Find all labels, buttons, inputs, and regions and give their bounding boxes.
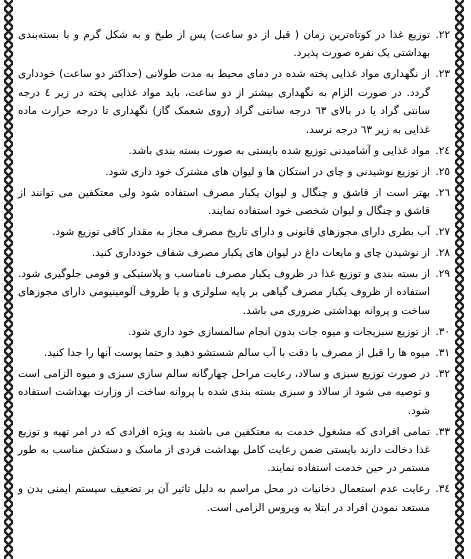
rule-item-28 [18, 244, 450, 262]
rule-item-33 [18, 423, 450, 478]
rule-number: ۳۲. [435, 367, 450, 380]
rule-text: توزیع غذا در کوتاه‌ترین زمان ( قبل از دو ساعت) پس از طبخ و به شکل گرم و با بسته‌بندی بهداشتی یک نفره صورت پذیرد. [18, 29, 430, 60]
rule-item-26 [18, 184, 450, 221]
rule-item-32 [18, 365, 450, 420]
rule-item-31 [18, 344, 450, 362]
rule-number: ۳۳. [435, 425, 450, 438]
rule-item-25 [18, 163, 450, 181]
rule-item-22 [18, 26, 450, 63]
rule-text: از نوشیدن چای و مایعات داغ در لیوان های یکبار مصرف شفاف خودداری کنید. [91, 247, 430, 260]
rule-item-29 [18, 265, 450, 320]
rule-text: از نگهداری مواد غذایی پخته شده در دمای محیط به مدت طولانی (حداکثر دو ساعت) خودداری گردد. در صورت الزام به نگهداری بیشتر از دو ساعت، باید مواد غذایی پخته در زیر ٤ درجه سانتی گراد یا در بالای ٦٣ درجه سانتی گراد (روی شعمک گاز) نگهداری تا درجه حرارت ماده غذایی به زیر ٦٣ درجه نرسد. [18, 68, 431, 136]
rule-number: ۳٤. [435, 483, 450, 496]
rule-text: در صورت توزیع سبزی و سالاد، رعایت مراحل چهارگانه سالم سازی سبزی و میوه الزامی است و توصیه می شود از سالاد و سبزی بسته بندی شده با پروانه ساخت از وزارت بهداشت استفاده شود. [18, 367, 430, 417]
rule-number: ۲۳. [435, 68, 450, 81]
rule-text: رعایت عدم استعمال دخانیات در محل مراسم به دلیل تاثیر آن بر تضعیف سیستم ایمنی بدن و مستعد نمودن افراد در ابتلا به ویروس الزامی است. [18, 483, 430, 514]
rule-text: میوه ها را قبل از مصرف با دقت با آب سالم شستشو دهید و حتما پوست آنها را جدا کنید. [43, 346, 430, 359]
rule-number: ۳۰. [435, 325, 450, 338]
rule-number: ۲۸. [435, 247, 450, 260]
document-page [4, 0, 464, 559]
rule-number: ۲٦. [435, 186, 450, 199]
page-border-left [4, 0, 13, 559]
rule-number: ۲٤. [435, 144, 450, 157]
rule-text: از توزیع نوشیدنی و چای در استکان ها و لیوان های مشترک خود داری شود. [105, 165, 430, 178]
rule-number: ۲۹. [435, 268, 450, 281]
rule-text: تمامی افرادی که مشغول خدمت به معتکفین می باشند به ویژه افرادی که در امر تهیه و توزیع غذا دخالت دارند بایستی ضمن رعایت کامل بهداشت فردی از ماسک و دستکش مناسب به طور مستمر در حین خدمت استفاده نمایند. [18, 425, 430, 475]
rule-text: از توزیع سبزیجات و میوه جات بدون انجام سالمسازی خود داری شود. [128, 325, 430, 338]
rule-item-30 [18, 323, 450, 341]
rule-text: از بسته بندی و توزیع غذا در ظروف یکبار مصرف نامناسب و پلاستیکی و فومی جلوگیری شود. استفاده از ظروف یکبار مصرف گیاهی بر پایه سلولزی و یا ظروف آلومینیومی دارای مجوزهای ساخت و پروانه بهداشتی ضروری می باشد. [18, 268, 430, 317]
rule-item-27 [18, 223, 450, 241]
rule-item-23 [18, 65, 450, 139]
rules-list [18, 26, 450, 517]
rule-number: ۳۱. [435, 346, 450, 359]
rule-item-24 [18, 142, 450, 160]
page-border-right [455, 0, 464, 559]
rule-number: ۲۲. [435, 29, 450, 41]
rule-number: ۲۷. [435, 226, 450, 239]
rule-item-34 [18, 480, 450, 517]
rule-text: مواد غذایی و آشامیدنی توزیع شده بایستی به صورت بسته بندی باشد. [128, 144, 430, 157]
rule-text: بهتر است از قاشق و چنگال و لیوان یکبار مصرف استفاده شود ولی معتکفین می توانند از قاشق و چنگال و لیوان شخصی خود استفاده نمایند. [18, 186, 430, 218]
rule-number: ۲٥. [435, 165, 450, 178]
rule-text: آب بطری دارای مجوزهای قانونی و دارای تاریخ مصرف مجاز به مقدار کافی توزیع شود. [52, 226, 430, 239]
